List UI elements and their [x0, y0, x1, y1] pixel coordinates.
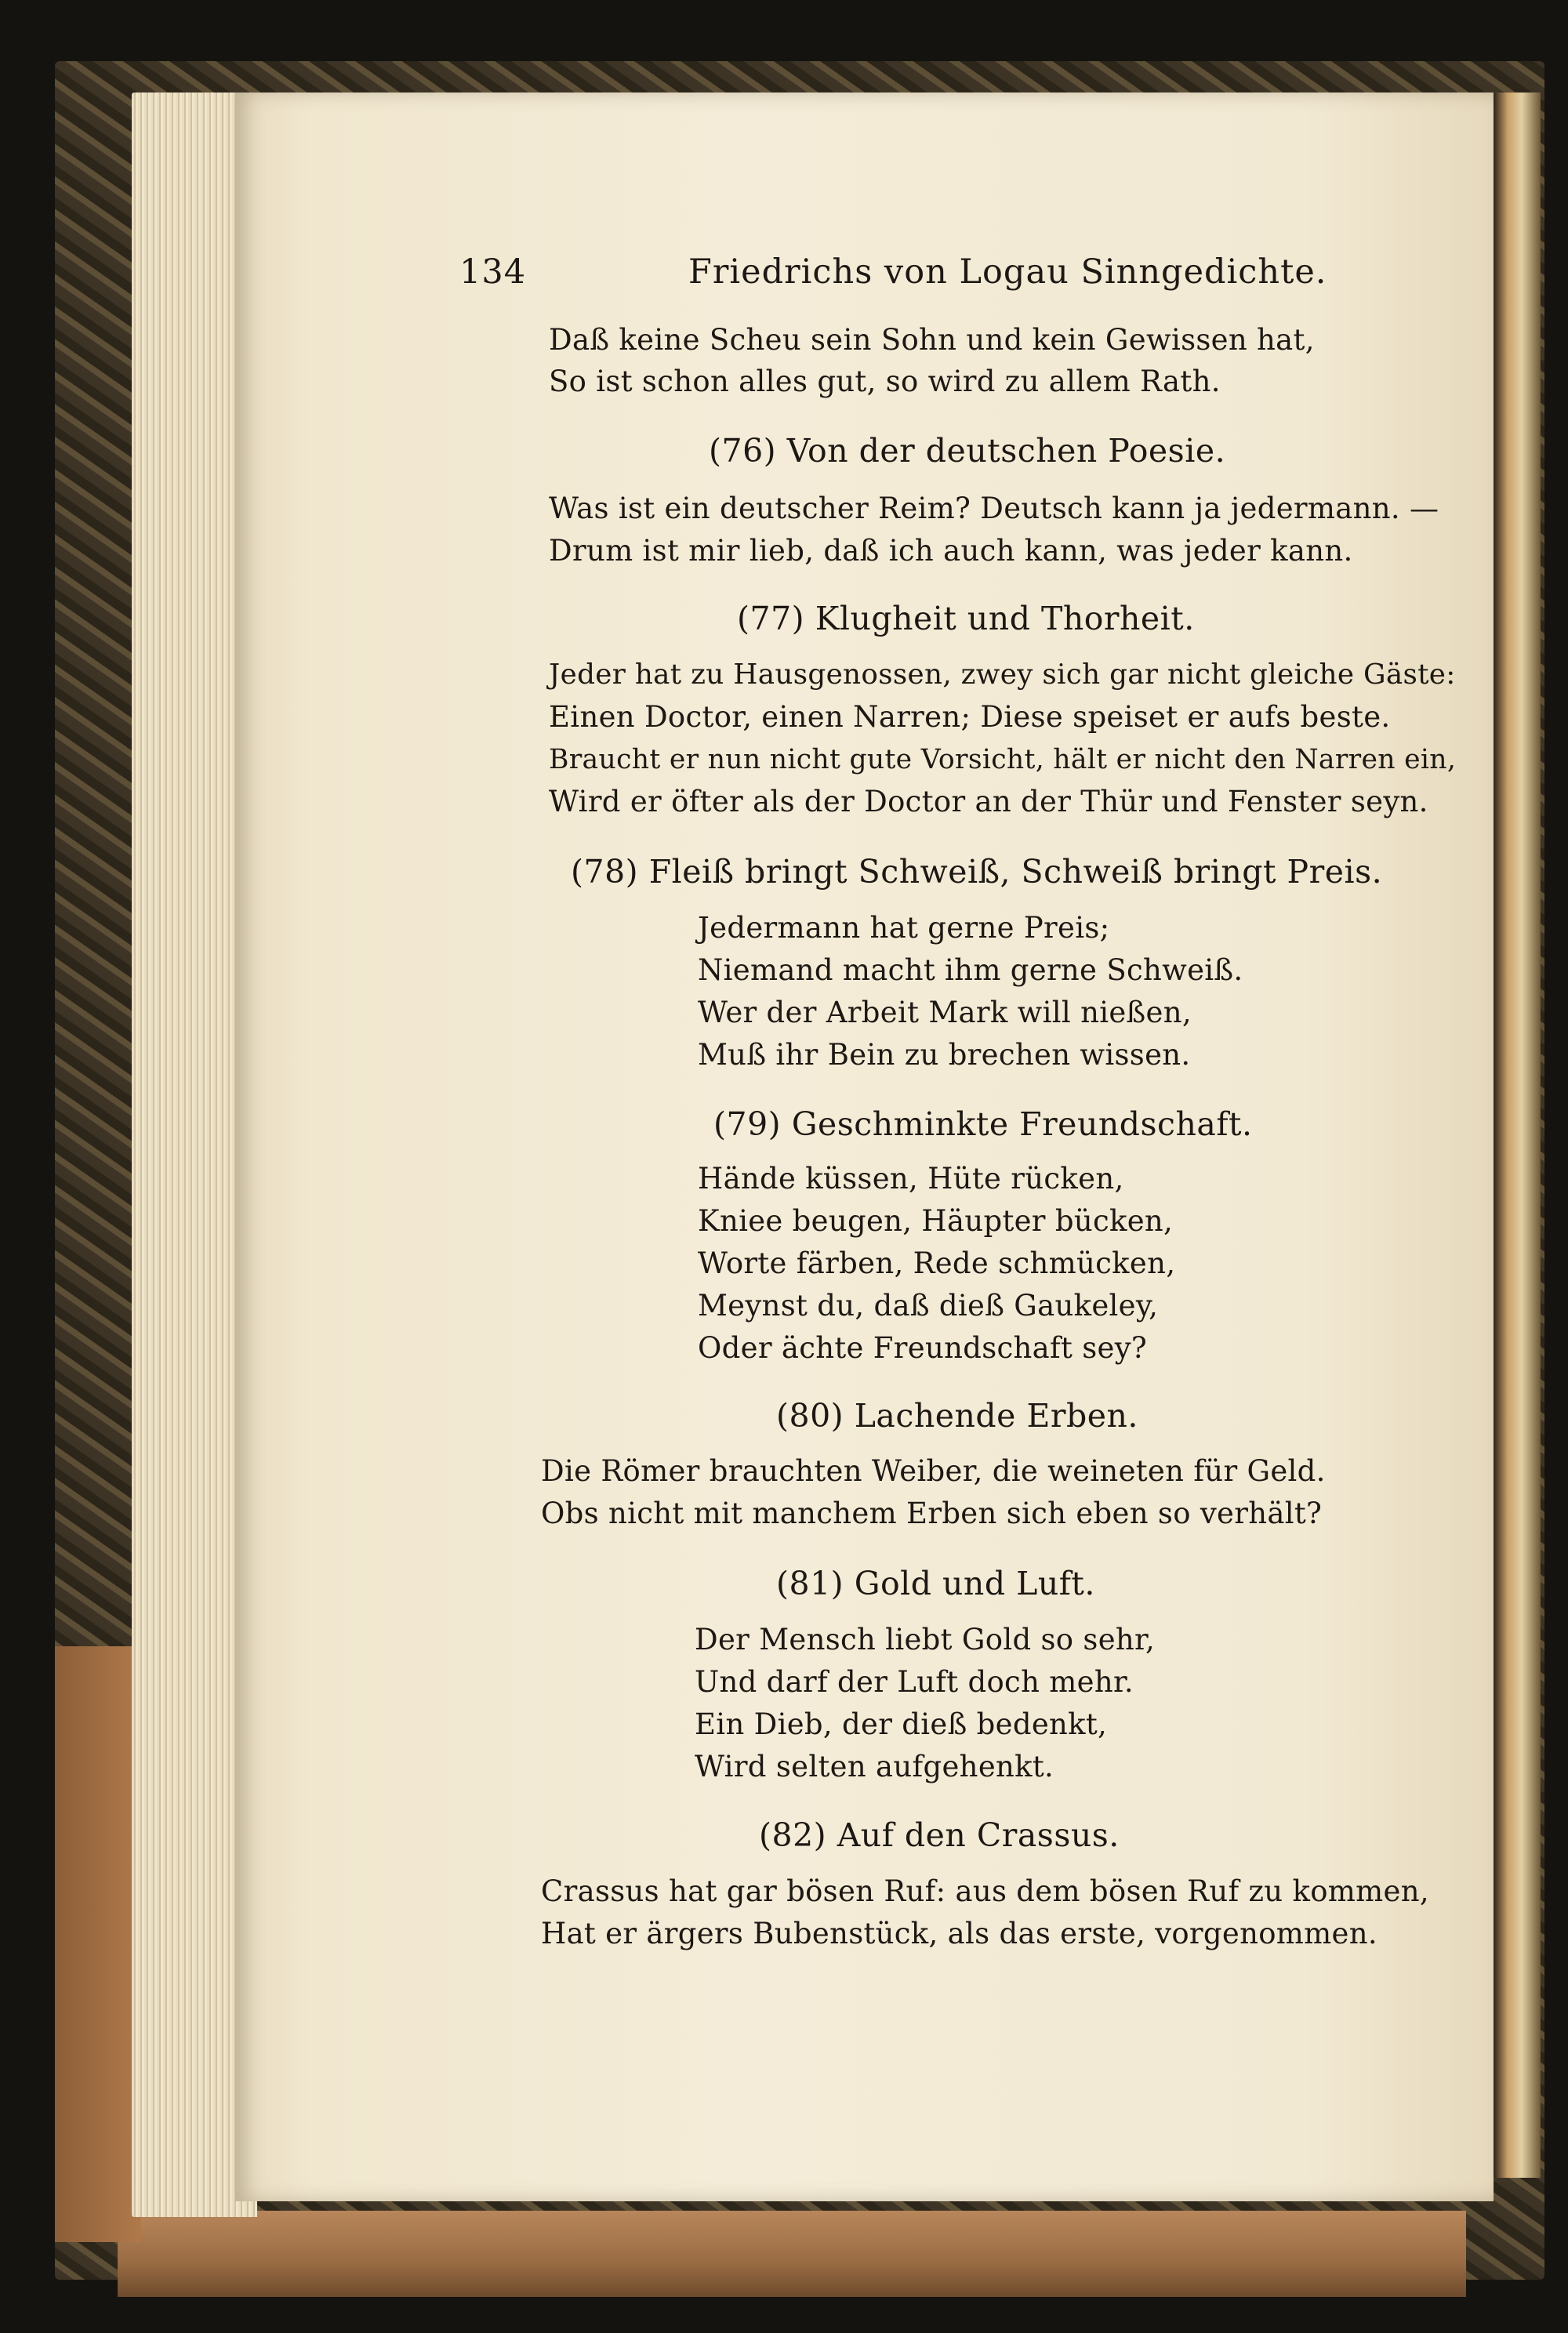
poem-line: Meynst du, daß dieß Gaukeley, [698, 1289, 1159, 1323]
text-line: Daß keine Scheu sein Sohn und kein Gewissen hat, [549, 323, 1315, 357]
poem-line: Wer der Arbeit Mark will nießen, [698, 996, 1192, 1029]
poem-title: (78) Fleiß bringt Schweiß, Schweiß bringt Preis. [571, 853, 1383, 891]
poem-title: (82) Auf den Crassus. [759, 1816, 1120, 1854]
poem-line: Worte färben, Rede schmücken, [698, 1246, 1176, 1280]
poem-line: Einen Doctor, einen Narren; Diese speiset er aufs beste. [549, 700, 1391, 734]
poem-line: Die Römer brauchten Weiber, die weineten für Geld. [541, 1454, 1326, 1488]
poem-title: (79) Geschminkte Freundschaft. [713, 1105, 1253, 1143]
poem-line: Drum ist mir lieb, daß ich auch kann, was jeder kann. [549, 534, 1353, 568]
poem-title: (80) Lachende Erben. [776, 1397, 1138, 1435]
poem-line: Und darf der Luft doch mehr. [695, 1665, 1134, 1699]
poem-line: Ein Dieb, der dieß bedenkt, [695, 1707, 1108, 1741]
poem-line: Wird er öfter als der Doctor an der Thür und Fenster seyn. [549, 785, 1428, 818]
poem-title: (81) Gold und Luft. [776, 1565, 1095, 1602]
poem-line: Wird selten aufgehenkt. [695, 1750, 1054, 1783]
poem-line: Obs nicht mit manchem Erben sich eben so verhält? [541, 1497, 1323, 1530]
poem-line: Niemand macht ihm gerne Schweiß. [698, 953, 1243, 987]
poem-line: Kniee beugen, Häupter bücken, [698, 1204, 1174, 1238]
poem-line: Hände küssen, Hüte rücken, [698, 1162, 1124, 1196]
poem-line: Muß ihr Bein zu brechen wissen. [698, 1038, 1191, 1072]
running-title: Friedrichs von Logau Sinngedichte. [688, 252, 1327, 292]
poem-line: Braucht er nun nicht gute Vorsicht, hält er nicht den Narren ein, [549, 744, 1457, 775]
poem-title: (76) Von der deutschen Poesie. [709, 432, 1226, 470]
poem-line: Hat er ärgers Bubenstück, als das erste, vorgenommen. [541, 1917, 1377, 1950]
poem-line: Jedermann hat gerne Preis; [698, 911, 1110, 945]
poem-title: (77) Klugheit und Thorheit. [737, 600, 1195, 637]
poem-line: Der Mensch liebt Gold so sehr, [695, 1623, 1156, 1656]
poem-line: Jeder hat zu Hausgenossen, zwey sich gar nicht gleiche Gäste: [549, 659, 1456, 691]
text-line: So ist schon alles gut, so wird zu allem Rath. [549, 365, 1221, 398]
page-number: 134 [459, 252, 527, 292]
poem-line: Crassus hat gar bösen Ruf: aus dem bösen Ruf zu kommen, [541, 1874, 1429, 1908]
poem-line: Oder ächte Freundschaft sey? [698, 1331, 1148, 1365]
poem-line: Was ist ein deutscher Reim? Deutsch kann ja jedermann. — [549, 492, 1439, 525]
